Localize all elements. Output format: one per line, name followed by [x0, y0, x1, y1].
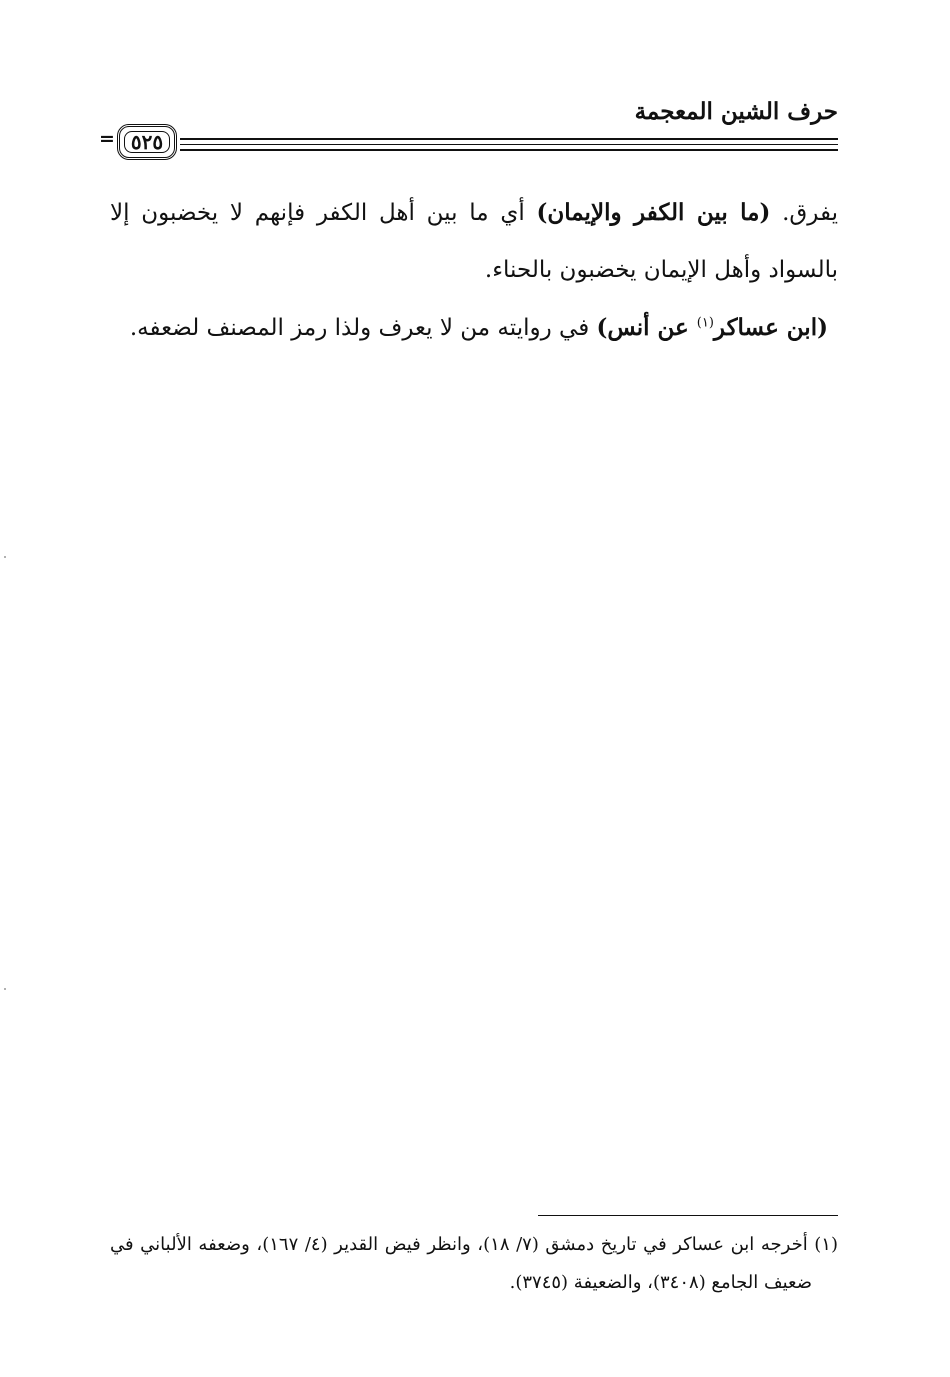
hadith-phrase: (ما بين الكفر والإيمان) [536, 199, 771, 226]
header-rule [180, 138, 838, 153]
chapter-title: حرف الشين المعجمة [634, 98, 838, 125]
footnotes [110, 1226, 838, 1302]
footnote-line-1: (١) أخرجه ابن عساكر في تاريخ دمشق (٧/ ١٨)، وانظر فيض القدير (٤/ ١٦٧)، وضعفه الألباني في [110, 1234, 838, 1255]
commentary-text [110, 184, 838, 357]
footnote-marker: (١) [696, 315, 714, 331]
hadith-source: (ابن عساكر [713, 314, 828, 341]
continuation-mark: = [99, 128, 115, 150]
footnote-line-2: ضعيف الجامع (٣٤٠٨)، والضعيفة (٣٧٤٥). [509, 1272, 812, 1293]
body-line-3 [110, 299, 838, 357]
body-line-2: بالسواد وأهل الإيمان يخضبون بالحناء. [484, 257, 838, 283]
footnote-separator [538, 1215, 838, 1216]
body-line-1 [110, 184, 838, 242]
scan-speck [4, 988, 6, 990]
page-number: ٥٢٥ [130, 130, 164, 154]
body-line-3-rest: في روايته من لا يعرف ولذا رمز المصنف لضعفه. [129, 315, 597, 341]
page-number-frame [117, 124, 177, 160]
body-line-1-rest: أي ما بين أهل الكفر فإنهم لا يخضبون إلا [110, 200, 537, 226]
scan-speck [4, 556, 6, 558]
hadith-narrator: عن أنس) [596, 314, 697, 341]
body-line-1-start: يفرق. [770, 200, 838, 226]
